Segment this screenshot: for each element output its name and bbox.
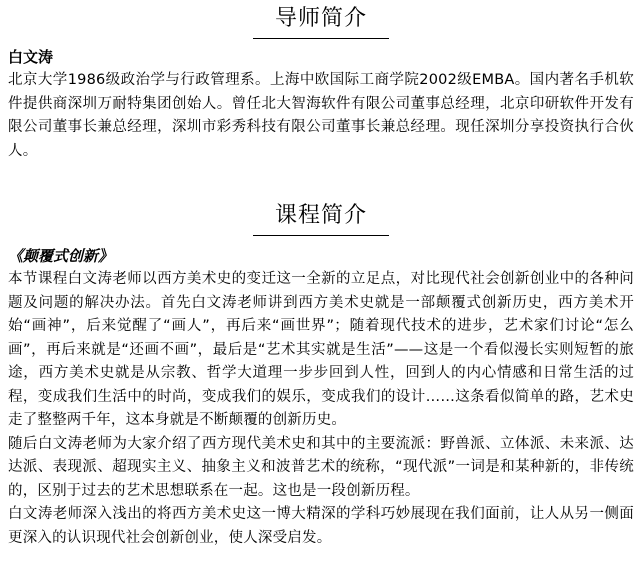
course-section-header [8,201,634,236]
course-name: 《颠覆式创新》 [8,247,114,265]
course-paragraph-1: 本节课程白文涛老师以西方美术史的变迁这一全新的立足点，对比现代社会创新创业中的各种问题及问题的解决办法。首先白文涛老师讲到西方美术史就是一部颠覆式创新历史，西方美术开始“画神”，后来觉醒了“画人”，再后来“画世界”；随着现代技术的进步，艺术家们讨论“怎么画”，再后来就是“还画不画”，最后是“艺术其实就是生活”——这是一个看似漫长实则短暂的旅途，西方美术史就是从宗教、哲学大道理一步步回到人性，回到人的内心情感和日常生活的过程，变成我们生活中的时尚，变成我们的娱乐，变成我们的设计……这条看似简单的路，艺术史走了整整两千年，这本身就是不断颠覆的创新历史。 [8,271,634,428]
mentor-bio: 北京大学1986级政治学与行政管理系。上海中欧国际工商学院2002级EMBA。国内著名手机软件提供商深圳万耐特集团创始人。曾任北大智海软件有限公司董事总经理，北京印研软件开发有限公司董事长兼总经理，深圳市彩秀科技有限公司董事长兼总经理。现任深圳分享投资执行合伙人。 [8,72,634,159]
course-paragraph-2: 随后白文涛老师为大家介绍了西方现代美术史和其中的主要流派：野兽派、立体派、未来派、达达派、表现派、超现实主义、抽象主义和波普艺术的统称，“现代派”一词是和某种新的，非传统的，区别于过去的艺术思想联系在一起。这也是一段创新历程。 [8,435,634,499]
page [0,4,644,576]
course-section-title: 课程简介 [253,201,389,236]
mentor-section-title: 导师简介 [253,4,389,39]
mentor-section-header [8,4,634,39]
mentor-name: 白文涛 [8,48,54,66]
course-paragraph-3: 白文涛老师深入浅出的将西方美术史这一博大精深的学科巧妙展现在我们面前，让人从另一侧面更深入的认识现代社会创新创业，使人深受启发。 [8,506,634,546]
